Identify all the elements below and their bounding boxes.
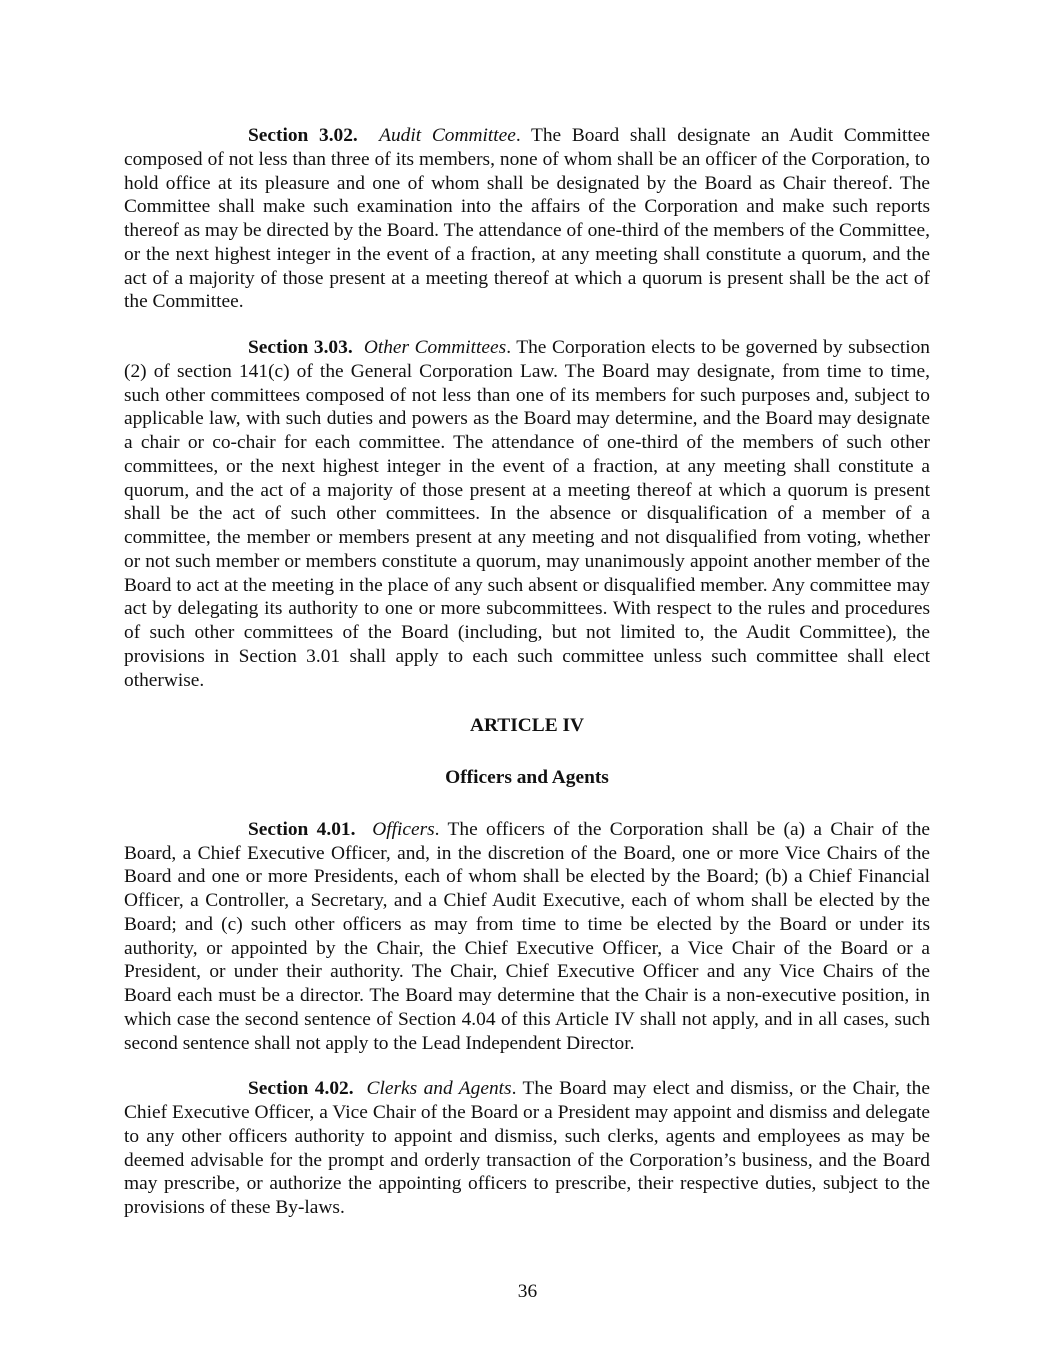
section-number: Section 3.02. [248, 125, 358, 146]
section-body: . The Board shall designate an Audit Committee composed of not less than three of its members, none of whom shall be an officer of the Corporation, to hold office at its pleasure and one of whom shall be designated by the Board as Chair thereof. The Committee shall make such examination into the affairs of the Corporation and make such reports thereof as may be directed by the Board. The attendance of one-third of the members of the Committee, or the next highest integer in the event of a fraction, at any meeting shall constitute a quorum, and the act of a majority of those present at a meeting thereof at which a quorum is present shall be the act of the Committee. [124, 125, 931, 313]
article-subheading: Officers and Agents [445, 767, 609, 788]
section-body: . The Corporation elects to be governed by subsection (2) of section 141(c) of the General Corporation Law. The Board may designate, from time to time, such other committees composed of not less than one of its members for such purposes and, subject to applicable law, with such duties and powers as the Board may determine, and the Board may designate a chair or co-chair for each committee. The attendance of one-third of the members of such other committees, or the next highest integer in the event of a fraction, at any meeting shall constitute a quorum, and the act of a majority of those present at a meeting thereof at which a quorum is present shall be the act of such other committees. In the absence or disqualification of a member of a committee, the member or members present at any meeting and not disqualified from voting, whether or not such member or members constitute a quorum, may unanimously appoint another member of the Board to act at the meeting in the place of any such absent or disqualified member. Any committee may act by delegating its authority to one or more subcommittees. With respect to the rules and procedures of such other committees of the Board (including, but not limited to, the Audit Committee), the provisions in Section 3.01 shall apply to each such committee unless such committee shall elect otherwise. [124, 337, 930, 691]
section-4-01-paragraph [124, 818, 930, 1056]
section-3-02-paragraph [124, 124, 930, 314]
section-body: . The Board may elect and dismiss, or the Chair, the Chief Executive Officer, a Vice Chair of the Board or a President may appoint and dismiss and delegate to any other officers authority to appoint and dismiss, such clerks, agents and employees as may be deemed advisable for the prompt and orderly transaction of the Corporation’s business, and the Board may prescribe, or authorize the appointing officers to prescribe, their respective duties, subject to the provisions of these By-laws. [124, 1078, 930, 1218]
section-number: Section 4.01. [248, 818, 356, 840]
section-4-02-paragraph [124, 1077, 930, 1220]
section-title: Officers [372, 818, 435, 840]
section-3-03-paragraph [124, 336, 930, 692]
article-heading: ARTICLE IV [469, 715, 585, 737]
page-number: 36 [517, 1281, 538, 1302]
document-page [124, 124, 930, 1220]
section-number: Section 4.02. [248, 1078, 354, 1100]
section-body: . The officers of the Corporation shall be (a) a Chair of the Board, a Chief Executive Officer, and, in the discretion of the Board, one or more Vice Chairs of the Board and one or more Presidents, each of whom shall be elected by the Board; (b) a Chief Financial Officer, a Controller, a Secretary, and a Chief Audit Executive, each of whom shall be elected by the Board; and (c) such other officers as may from time to time be elected by the Board or under its authority, or appointed by the Chair, the Chief Executive Officer, a Vice Chair of the Board or a President, or under their authority. The Chair, Chief Executive Officer and any Vice Chairs of the Board each must be a director. The Board may determine that the Chair is a non-executive position, in which case the second sentence of Section 4.04 of this Article IV shall not apply, and in all cases, such second sentence shall not apply to the Lead Independent Director. [124, 818, 930, 1054]
section-title: Clerks and Agents [366, 1078, 512, 1100]
section-title: Other Committees [363, 337, 507, 358]
section-number: Section 3.03. [248, 337, 353, 358]
section-title: Audit Committee [379, 125, 516, 146]
